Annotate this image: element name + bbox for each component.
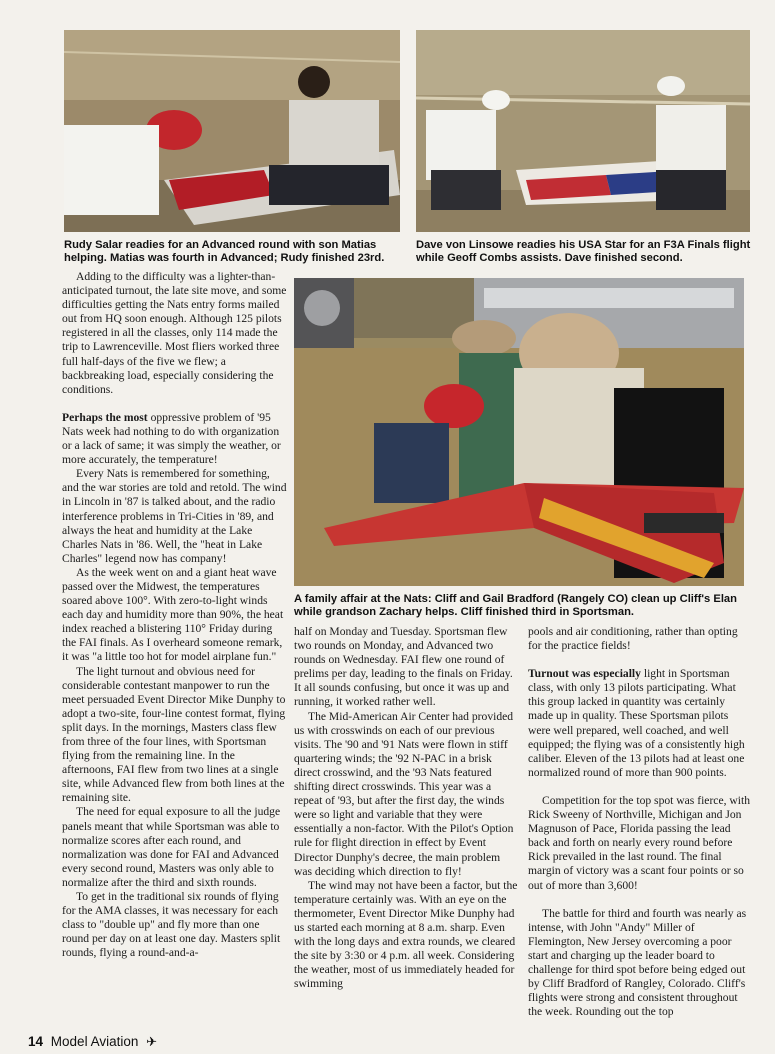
paragraph: half on Monday and Tuesday. Sportsman flew two rounds on Monday, and Advanced two rounds on Wednesday. FAI flew one round of prelims per day, leading to the finals on Friday. It all sounds confusing, but once it was up and running, it worked rather well.	[294, 625, 513, 709]
paragraph: The battle for third and fourth was nearly as intense, with John "Andy" Miller of Flemington, New Jersey overcoming a poor start and charging up the leader board to challenge for third spot before being edged out by Cliff Bradford of Rangley, Colorado. Cliff's flights were strong and consistent throughout the week. Rounding out the top	[528, 906, 747, 1019]
paragraph: To get in the traditional six rounds of flying for the AMA classes, it was necessary for each class to "double up" and fly more than one round per day on at least one day. Masters split rounds, flying a round-and-a-	[62, 890, 281, 960]
magazine-name: Model Aviation	[50, 1034, 139, 1049]
page-footer	[28, 1034, 157, 1050]
photo-rudy-salar	[64, 30, 400, 232]
paragraph: The need for equal exposure to all the judge panels meant that while Sportsman was able to normalize scores after each round, and normalization was done for FAI and Advanced every second round, Masters was only able to normalize after the third and sixth rounds.	[62, 805, 281, 889]
paragraph: Every Nats is remembered for something, and the war stories are told and retold. The wind in Lincoln in '87 is talked about, and the radio interference problems in Tri-Cities in '89, and always the heat and humidity at the Lake Charles Nats in '86. Well, the "heat in Lake Charles" legend now has company!	[62, 467, 287, 565]
photo-bradford-family	[294, 278, 744, 586]
article-column-2	[294, 625, 520, 991]
photo-dave-von-linsowe	[416, 30, 750, 232]
caption-photo-2: Dave von Linsowe readies his USA Star for an F3A Finals flight while Geoff Combs assists. Dave finished second.	[416, 239, 751, 265]
paragraph-text: oppressive problem of '95 Nats week had nothing to do with organization or a lack of same; it was simply the weather, or more accurately, the temperature!	[62, 410, 281, 467]
lead-in-text: Perhaps the most	[62, 410, 148, 424]
paragraph	[62, 411, 288, 467]
paragraph-text: light in Sportsman class, with only 13 pilots participating. What this group lacked in quantity was certainly made up in quality. These Sportsman pilots were well prepared, well coached, and well equipped; the flying was of a consistently high caliber. Eleven of the 13 pilots had at least one normalized round of more than 900 points.	[528, 667, 745, 779]
paragraph: Adding to the difficulty was a lighter-than-anticipated turnout, the late site move, and some difficulties getting the Nats entry forms mailed out from HQ soon enough. Although 125 pilots registered in all the classes, only 114 made the trip to Lawrenceville. Most fliers worked three full half-days of the five we flew; a backbreaking load, especially considering the conditions.	[62, 270, 287, 396]
caption-photo-3: A family affair at the Nats: Cliff and Gail Bradford (Rangely CO) clean up Cliff's Elan while grandson Zachary helps. Cliff finished third in Sportsman.	[294, 593, 737, 619]
article-column-3	[528, 625, 750, 1019]
caption-photo-1: Rudy Salar readies for an Advanced round with son Matias helping. Matias was fourth in Advanced; Rudy finished 23rd.	[64, 239, 385, 265]
paragraph: The light turnout and obvious need for considerable contestant manpower to run the meet persuaded Event Director Mike Dunphy to adopt a two-site, four-line contest format, flying split days. In the mornings, Masters class flew from three of the four lines, with Sportsman flying from the remaining line. In the afternoons, FAI flew from two lines at a single site, while Advanced flew from both lines at the remaining site.	[62, 664, 286, 805]
airplane-icon: ✈	[146, 1034, 158, 1049]
paragraph: The wind may not have been a factor, but the temperature certainly was. With an eye on the thermometer, Event Director Mike Dunphy had us started each morning at 8 a.m. sharp. Even with the long days and extra rounds, we cleared the site by 3:30 or 4 p.m. all week. Considering the weather, most of us immediately headed for swimming	[294, 878, 518, 991]
page-number: 14	[28, 1034, 44, 1049]
paragraph	[528, 667, 750, 780]
paragraph: Competition for the top spot was fierce, with Rick Sweeny of Northville, Michigan and Jon Magnuson of Pace, Florida passing the lead back and forth on nearly every round before Rick prevailed in the last round. The final margin of victory was a scant four points or so out of more than 3,600!	[528, 793, 751, 892]
paragraph: As the week went on and a giant heat wave passed over the Midwest, the temperatures soared above 100°. With zero-to-light winds each day and humidity more than 90%, the heat index reached a blistering 110° Friday during the FAI finals. As I overheard someone remark, it was "a little too hot for model airplane fun."	[62, 565, 284, 664]
paragraph: pools and air conditioning, rather than opting for the practice fields!	[528, 625, 738, 653]
paragraph: The Mid-American Air Center had provided us with crosswinds on each of our previous visits. The '90 and '91 Nats were flown in stiff quartering winds; the '92 N-PAC in a brisk direct crosswind, and the '93 Nats featured shifting direct crosswinds. This year was a repeat of '93, but after the first day, the winds were so light and variable that they were essentially a non-factor. With the Pilot's Option rule for flight direction in effect by Event Director Dunphy's decree, the main problem was deciding which direction to fly!	[294, 709, 514, 878]
article-column-1	[62, 270, 288, 961]
lead-in-text: Turnout was especially	[528, 667, 641, 681]
